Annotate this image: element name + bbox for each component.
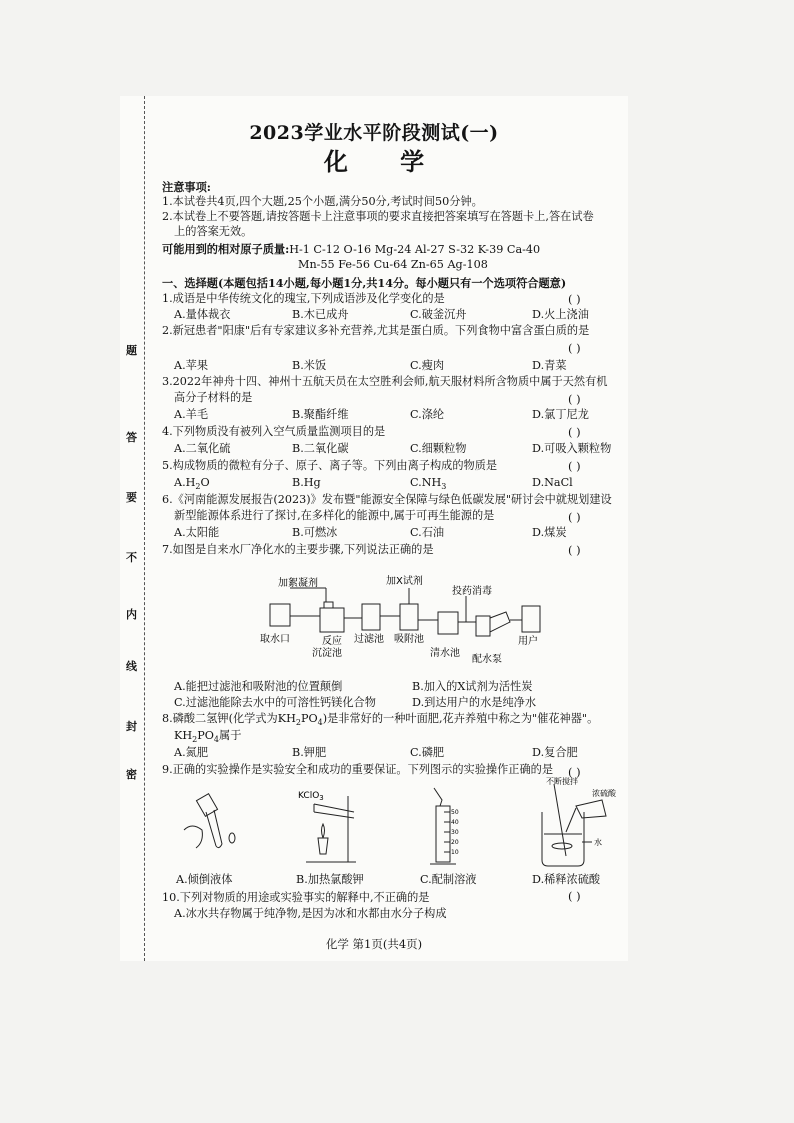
- atomic-mass-values: H-1 C-12 O-16 Mg-24 Al-27 S-32 K-39 Ca-40: [289, 243, 541, 256]
- water-label: 水: [594, 838, 602, 847]
- answer-paren: ( ): [568, 543, 581, 557]
- tick-label: 20: [451, 839, 459, 846]
- option-b: B.二氧化碳: [292, 442, 349, 455]
- answer-paren: ( ): [568, 510, 581, 524]
- note-line: 1.本试卷共4页,四个大题,25个小题,满分50分,考试时间50分钟。: [162, 195, 483, 208]
- option-b: B.加入的X试剂为活性炭: [412, 680, 533, 693]
- page-footer: 化学 第1页(共4页): [325, 937, 423, 951]
- question-10-stem: 10.下列对物质的用途或实验事实的解释中,不正确的是: [162, 891, 430, 904]
- dropper: [434, 788, 442, 806]
- question-8-stem: 8.磷酸二氢钾(化学式为$KH_2PO_4$)是非常好的一种叶面肥,花卉养殖中称之为"催花神器"。: [162, 712, 599, 728]
- acid-label: 浓硫酸: [592, 789, 616, 798]
- answer-paren: ( ): [568, 292, 581, 306]
- tick-label: 50: [451, 809, 459, 816]
- settle-inner: [324, 602, 333, 608]
- section-heading: 一、选择题(本题包括14小题,每小题1分,共14分。每小题只有一个选项符合题意): [162, 276, 567, 290]
- glass-rod: [554, 784, 566, 856]
- question-6-stem-2: 新型能源体系进行了探讨,在多样化的能源中,属于可再生能源的是: [174, 509, 495, 522]
- acid-bottle: [576, 800, 606, 818]
- option-b: B.米饭: [292, 359, 327, 372]
- option-d: D.可吸入颗粒物: [532, 442, 612, 455]
- cylinder-ticks: [444, 812, 450, 852]
- option-a: A.二氧化硫: [174, 442, 231, 455]
- option-b: B.Hg: [292, 476, 321, 489]
- binding-char: 线: [126, 660, 137, 673]
- label-settle: 沉淀池: [312, 648, 342, 659]
- intake-box: [270, 604, 290, 626]
- stopper: [229, 833, 235, 843]
- answer-paren: ( ): [568, 425, 581, 439]
- option-d: D.到达用户的水是纯净水: [412, 696, 537, 709]
- label-react: 反应: [322, 636, 342, 647]
- answer-paren: ( ): [568, 889, 581, 903]
- option-b: B.聚酯纤维: [292, 408, 349, 421]
- cylinder: [436, 806, 450, 862]
- option-c: C.磷肥: [410, 746, 445, 759]
- option-d: D.煤炭: [532, 526, 567, 539]
- binding-char: 不: [126, 551, 137, 564]
- atomic-mass-values-2: Mn-55 Fe-56 Cu-64 Zn-65 Ag-108: [298, 258, 488, 271]
- note-line: 2.本试卷上不要答题,请按答题卡上注意事项的要求直接把答案填写在答题卡上,答在试卷: [162, 210, 594, 223]
- binding-line: [144, 96, 145, 961]
- option-c: C.过滤池能除去水中的可溶性钙镁化合物: [174, 696, 376, 709]
- label-adsorb: 吸附池: [394, 634, 424, 645]
- option-d: D.氯丁尼龙: [532, 408, 589, 421]
- option-d: D.青菜: [532, 359, 567, 372]
- option-d: D.复合肥: [532, 746, 578, 759]
- filter-tank: [362, 604, 380, 630]
- option-c: C.涤纶: [410, 408, 445, 421]
- answer-paren: ( ): [568, 459, 581, 473]
- question-3-stem-2: 高分子材料的是: [174, 391, 253, 404]
- figure-pour-liquid: [176, 786, 246, 866]
- option-a: A.量体裁衣: [174, 308, 231, 321]
- user-box: [522, 606, 540, 632]
- option-d: D.火上浇油: [532, 308, 589, 321]
- binding-char: 密: [126, 768, 137, 781]
- atomic-mass-label: 可能用到的相对原子质量:: [162, 242, 290, 256]
- answer-paren: ( ): [568, 392, 581, 406]
- exam-page: [120, 96, 628, 961]
- subject-title: 化 学: [323, 147, 447, 176]
- option-a: A.倾倒液体: [176, 873, 233, 886]
- option-a: $A.H_2O$: [174, 476, 210, 492]
- question-2-stem: 2.新冠患者"阳康"后有专家建议多补充营养,尤其是蛋白质。下列食物中富含蛋白质的是: [162, 324, 590, 337]
- tick-label: 10: [451, 849, 459, 856]
- label-disinfect: 投药消毒: [452, 586, 492, 597]
- question-5-stem: 5.构成物质的微粒有分子、原子、离子等。下列由离子构成的物质是: [162, 459, 498, 472]
- option-b: B.木已成舟: [292, 308, 349, 321]
- notes-heading: 注意事项:: [162, 180, 211, 194]
- label-add-floc: 加絮凝剂: [278, 578, 318, 589]
- flame: [322, 824, 325, 838]
- option-c: $C.NH_3$: [410, 476, 447, 492]
- figure-dilute-acid: [532, 776, 624, 872]
- option-c: C.配制溶液: [420, 873, 477, 886]
- figure-heat-kclo3: [296, 786, 376, 866]
- question-9-stem: 9.正确的实验操作是实验安全和成功的重要保证。下列图示的实验操作正确的是: [162, 763, 554, 776]
- label-intake: 取水口: [260, 634, 290, 645]
- option-b: B.钾肥: [292, 746, 327, 759]
- option-c: C.瘦肉: [410, 359, 445, 372]
- option-d: D.稀释浓硫酸: [532, 873, 601, 886]
- hand: [184, 826, 202, 848]
- option-b: B.可燃冰: [292, 526, 338, 539]
- option-a: A.羊毛: [174, 408, 209, 421]
- kclo3-label: KClO$_3$: [298, 791, 324, 802]
- question-3-stem: 3.2022年神舟十四、神州十五航天员在太空胜利会师,航天服材料所含物质中属于天然有机: [162, 375, 608, 388]
- option-a: A.氮肥: [174, 746, 209, 759]
- water-purification-diagram: [260, 574, 560, 674]
- exam-title: 2023学业水平阶段测试(一): [249, 122, 499, 144]
- option-a: A.太阳能: [174, 526, 220, 539]
- option-c: C.细颗粒物: [410, 442, 467, 455]
- answer-paren: ( ): [568, 765, 581, 779]
- label-filter: 过滤池: [354, 634, 384, 645]
- pump-body: [490, 612, 510, 632]
- option-a: A.苹果: [174, 359, 209, 372]
- settle-tank: [320, 608, 344, 632]
- binding-char: 答: [126, 431, 137, 444]
- label-user: 用户: [518, 636, 538, 647]
- question-1-stem: 1.成语是中华传统文化的瑰宝,下列成语涉及化学变化的是: [162, 292, 445, 305]
- clear-tank: [438, 612, 458, 634]
- answer-paren: ( ): [568, 341, 581, 355]
- alcohol-lamp: [318, 838, 328, 854]
- binding-char: 内: [126, 608, 137, 621]
- stir-label: 不断搅拌: [546, 777, 578, 786]
- option-b: B.加热氯酸钾: [296, 873, 364, 886]
- note-line: 上的答案无效。: [174, 225, 253, 238]
- binding-margin: [126, 106, 138, 956]
- label-clear: 清水池: [430, 648, 460, 659]
- question-8-stem-2: $KH_2PO_4$属于: [174, 729, 242, 745]
- question-6-stem: 6.《河南能源发展报告(2023)》发布暨"能源安全保障与绿色低碳发展"研讨会中就规划建设: [162, 493, 612, 506]
- adsorb-tank: [400, 604, 418, 630]
- option-a: A.能把过滤池和吸附池的位置颠倒: [174, 680, 343, 693]
- binding-char: 要: [126, 491, 137, 504]
- option-c: C.破釜沉舟: [410, 308, 467, 321]
- figure-measuring-cylinder: [420, 784, 470, 870]
- option-d: D.NaCl: [532, 476, 573, 489]
- question-4-stem: 4.下列物质没有被列入空气质量监测项目的是: [162, 425, 386, 438]
- option-c: C.石油: [410, 526, 445, 539]
- binding-char: 题: [126, 344, 137, 357]
- tick-label: 30: [451, 829, 459, 836]
- label-pump: 配水泵: [472, 654, 502, 665]
- binding-char: 封: [126, 720, 137, 733]
- question-7-stem: 7.如图是自来水厂净化水的主要步骤,下列说法正确的是: [162, 543, 434, 556]
- test-tube-left: [206, 812, 216, 846]
- option-a: A.冰水共存物属于纯净物,是因为冰和水都由水分子构成: [174, 907, 447, 920]
- pump-box: [476, 616, 490, 636]
- label-add-x: 加X试剂: [386, 576, 423, 587]
- tick-label: 40: [451, 819, 459, 826]
